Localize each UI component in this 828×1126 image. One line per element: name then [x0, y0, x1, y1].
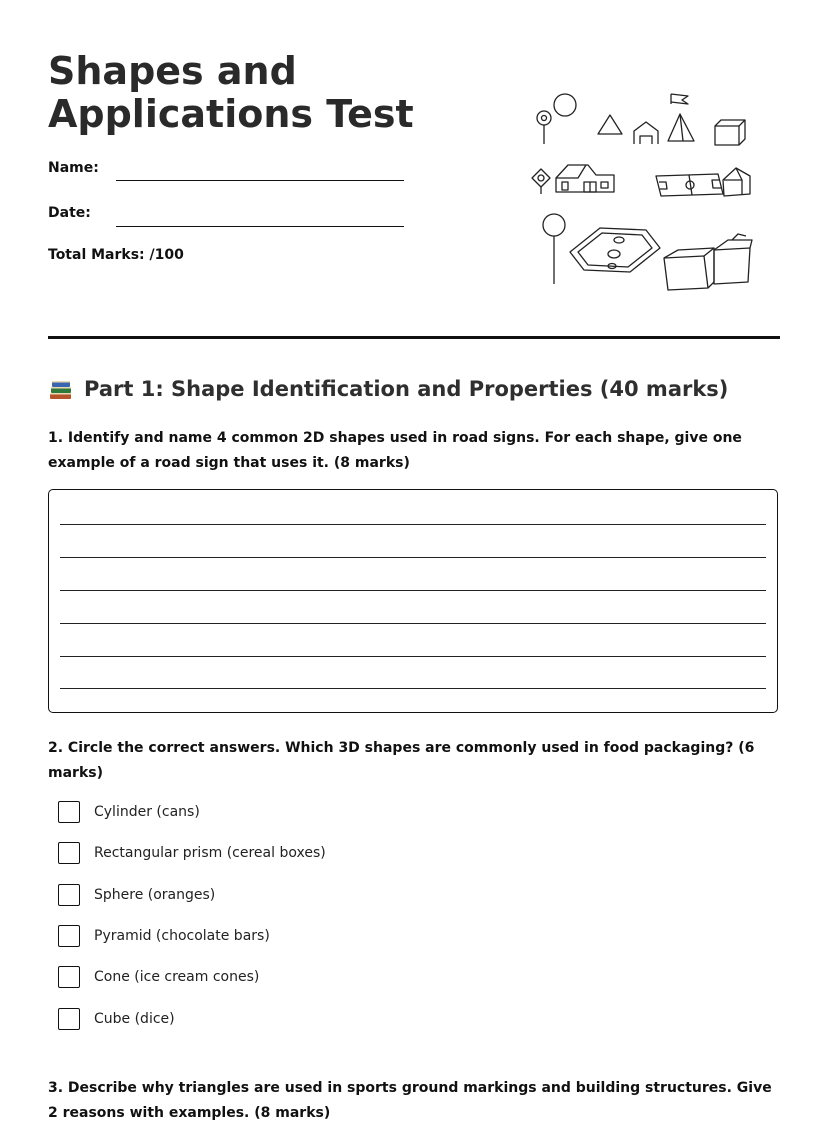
- checkbox[interactable]: [58, 842, 80, 864]
- round-sign-icon: [537, 94, 576, 144]
- total-marks: Total Marks: /100: [48, 247, 184, 263]
- date-field[interactable]: [116, 226, 404, 227]
- books-icon: [48, 376, 74, 402]
- sports-field-icon: [656, 174, 723, 196]
- question-2: 2. Circle the correct answers. Which 3D shapes are commonly used in food packaging? (6 marks): [48, 740, 755, 781]
- option-sphere[interactable]: [58, 883, 215, 907]
- option-rectangular-prism[interactable]: [58, 841, 326, 865]
- part1-heading-text: Part 1: Shape Identification and Properties (40 marks): [84, 377, 729, 401]
- checkbox[interactable]: [58, 1008, 80, 1030]
- option-label: Sphere (oranges): [94, 887, 216, 903]
- cube-icon: [715, 120, 745, 145]
- option-label: Pyramid (chocolate bars): [94, 928, 270, 944]
- checkbox[interactable]: [58, 925, 80, 947]
- triangle-icon: [598, 115, 622, 134]
- option-cylinder[interactable]: [58, 800, 200, 824]
- name-label: Name:: [48, 160, 99, 176]
- box-icon: [664, 234, 752, 290]
- house-icon: [634, 122, 658, 144]
- checkbox[interactable]: [58, 884, 80, 906]
- option-pyramid[interactable]: [58, 924, 270, 948]
- checkbox[interactable]: [58, 801, 80, 823]
- house-3d-icon: [723, 168, 750, 196]
- shapes-illustration: [528, 88, 760, 294]
- answer-line: [60, 524, 766, 525]
- stop-sign-icon: [543, 214, 565, 284]
- building-icon: [556, 165, 614, 192]
- running-track-icon: [570, 228, 660, 272]
- option-cube[interactable]: [58, 1007, 175, 1031]
- diamond-sign-icon: [532, 169, 550, 194]
- answer-box[interactable]: [48, 489, 778, 713]
- option-label: Rectangular prism (cereal boxes): [94, 845, 326, 861]
- date-label: Date:: [48, 205, 91, 221]
- option-label: Cone (ice cream cones): [94, 969, 260, 985]
- answer-line: [60, 688, 766, 689]
- page-title: Shapes and Applications Test: [48, 49, 414, 136]
- option-cone[interactable]: [58, 965, 259, 989]
- answer-line: [60, 623, 766, 624]
- option-label: Cylinder (cans): [94, 804, 200, 820]
- answer-line: [60, 656, 766, 657]
- answer-line: [60, 557, 766, 558]
- question-1: 1. Identify and name 4 common 2D shapes used in road signs. For each shape, give one example of a road sign that uses it. (8 marks): [48, 430, 742, 471]
- question-3: 3. Describe why triangles are used in sports ground markings and building structures. Give 2 reasons with examples. (8 marks): [48, 1080, 772, 1121]
- name-field[interactable]: [116, 180, 404, 181]
- pyramid-icon: [668, 94, 694, 141]
- checkbox[interactable]: [58, 966, 80, 988]
- part1-heading: [48, 372, 728, 406]
- section-divider: [48, 336, 780, 339]
- answer-line: [60, 590, 766, 591]
- option-label: Cube (dice): [94, 1011, 175, 1027]
